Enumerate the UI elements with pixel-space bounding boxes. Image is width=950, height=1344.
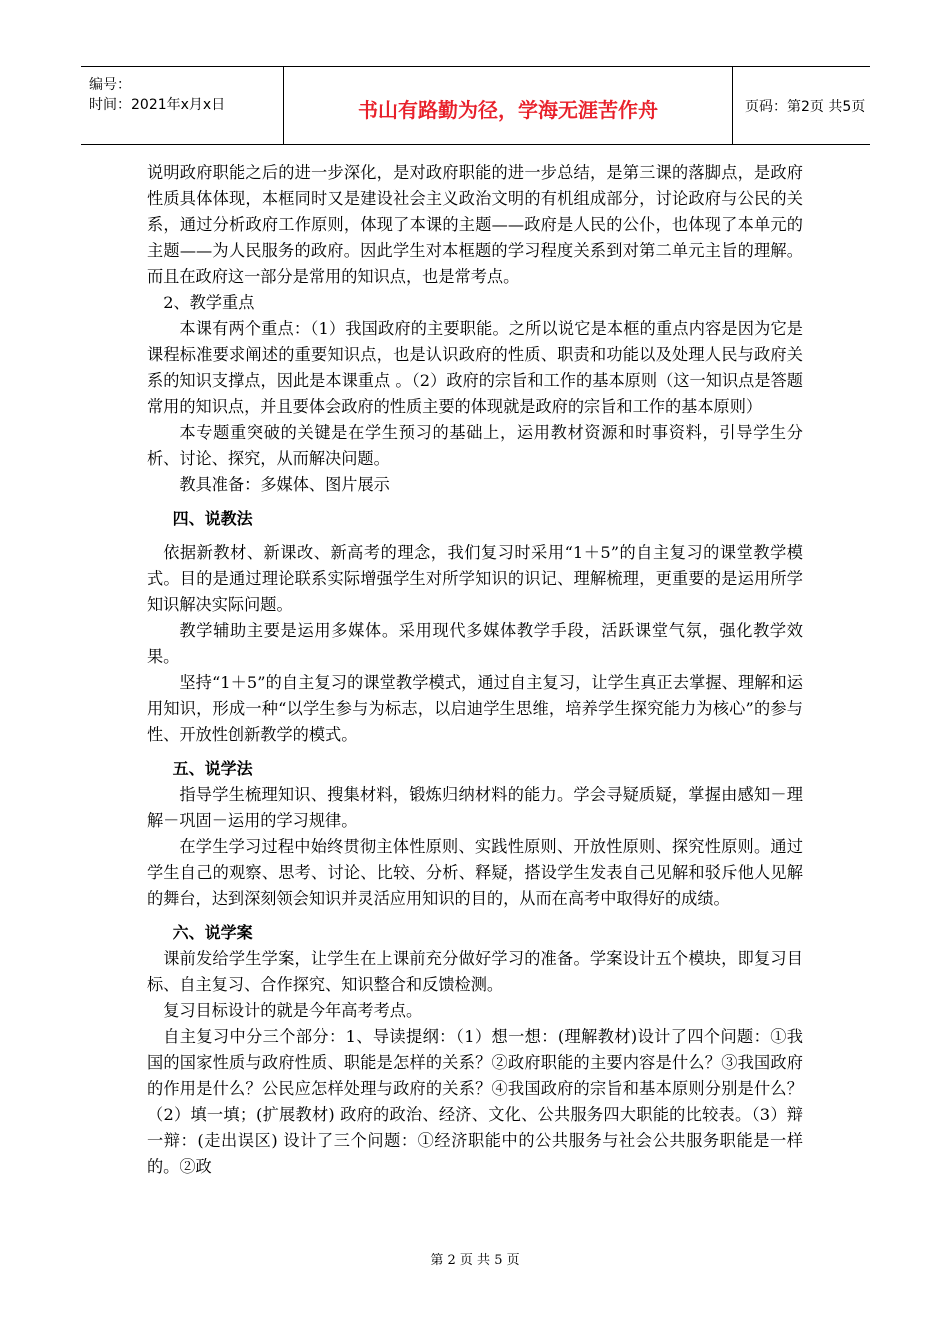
motto: 书山有路勤为径，学海无涯苦作舟 bbox=[358, 98, 658, 122]
header-table bbox=[81, 66, 870, 145]
paragraph-intro: 说明政府职能之后的进一步深化，是对政府职能的进一步总结，是第三课的落脚点，是政府性质具体体现，本框同时又是建设社会主义政治文明的有机组成部分，讨论政府与公民的关系，通过分析政府工作原则，体现了本课的主题——政府是人民的公仆，也体现了本单元的主题——为人民服务的政府。因此学生对本框题的学习程度关系到对第二单元主旨的理解。而且在政府这一部分是常用的知识点，也是常考点。 bbox=[147, 163, 803, 286]
paragraph-method-1: 依据新教材、新课改、新高考的理念，我们复习时采用“1＋5”的自主复习的课堂教学模式。目的是通过理论联系实际增强学生对所学知识的识记、理解梳理，更重要的是运用所学知识解决实际问题。 bbox=[147, 543, 803, 614]
section-heading-methods: 四、说教法 bbox=[172, 509, 253, 528]
page-footer: 第 2 页 共 5 页 bbox=[430, 1253, 520, 1268]
subheading-teaching-focus: 2、教学重点 bbox=[163, 293, 255, 312]
header-left-cell bbox=[81, 67, 283, 144]
paragraph-method-3: 坚持“1＋5”的自主复习的课堂教学模式，通过自主复习，让学生真正去掌握、理解和运用知识，形成一种“以学生参与为标志，以启迪学生思维，培养学生探究能力为核心”的参与性、开放性创新教学的模式。 bbox=[147, 673, 803, 744]
paragraph-learning-1: 指导学生梳理知识、搜集材料，锻炼归纳材料的能力。学会寻疑质疑，掌握由感知－理解－巩固－运用的学习规律。 bbox=[147, 785, 803, 830]
paragraph-tools: 教具准备：多媒体、图片展示 bbox=[179, 475, 390, 494]
paragraph-case-2: 复习目标设计的就是今年高考考点。 bbox=[163, 1001, 423, 1020]
paragraph-case-1: 课前发给学生学案，让学生在上课前充分做好学习的准备。学案设计五个模块，即复习目标、自主复习、合作探究、知识整合和反馈检测。 bbox=[147, 949, 803, 994]
date-label: 时间：2021年x月x日 bbox=[89, 97, 226, 113]
section-heading-study-case: 六、说学案 bbox=[172, 923, 253, 942]
header-right-cell bbox=[732, 67, 870, 144]
paragraph-breakthrough: 本专题重突破的关键是在学生预习的基础上，运用教材资源和时事资料，引导学生分析、讨论、探究，从而解决问题。 bbox=[147, 423, 803, 468]
header-center-cell bbox=[283, 67, 733, 144]
paragraph-focus: 本课有两个重点：（1）我国政府的主要职能。之所以说它是本框的重点内容是因为它是课程标准要求阐述的重要知识点，也是认识政府的性质、职责和功能以及处理人民与政府关系的知识支撑点，因此是本课重点 。（2）政府的宗旨和工作的基本原则（这一知识点是答题常用的知识点，并且要体会政府的性质主要的体现就是政府的宗旨和工作的基本原则） bbox=[147, 319, 803, 416]
paragraph-learning-2: 在学生学习过程中始终贯彻主体性原则、实践性原则、开放性原则、探究性原则。通过学生自己的观察、思考、讨论、比较、分析、释疑，搭设学生发表自己见解和驳斥他人见解的舞台，达到深刻领会知识并灵活应用知识的目的，从而在高考中取得好的成绩。 bbox=[147, 837, 803, 908]
paragraph-case-3: 自主复习中分三个部分：1、导读提纲：（1）想一想：(理解教材)设计了四个问题：①我国的国家性质与政府性质、职能是怎样的关系？②政府职能的主要内容是什么？③我国政府的作用是什么？公民应怎样处理与政府的关系？④我国政府的宗旨和基本原则分别是什么？（2）填一填；(扩展教材) 政府的政治、经济、文化、公共服务四大职能的比较表。（3）辩一辩：(走出误区) 设计了三个问题：①经济职能中的公共服务与社会公共服务职能是一样的。②政 bbox=[147, 1027, 803, 1176]
serial-label: 编号： bbox=[89, 77, 131, 93]
document-body bbox=[147, 160, 803, 1180]
page-number-label: 页码：第2页 共5页 bbox=[745, 99, 866, 115]
paragraph-method-2: 教学辅助主要是运用多媒体。采用现代多媒体教学手段，活跃课堂气氛，强化教学效果。 bbox=[147, 621, 803, 666]
section-heading-learning: 五、说学法 bbox=[172, 759, 253, 778]
